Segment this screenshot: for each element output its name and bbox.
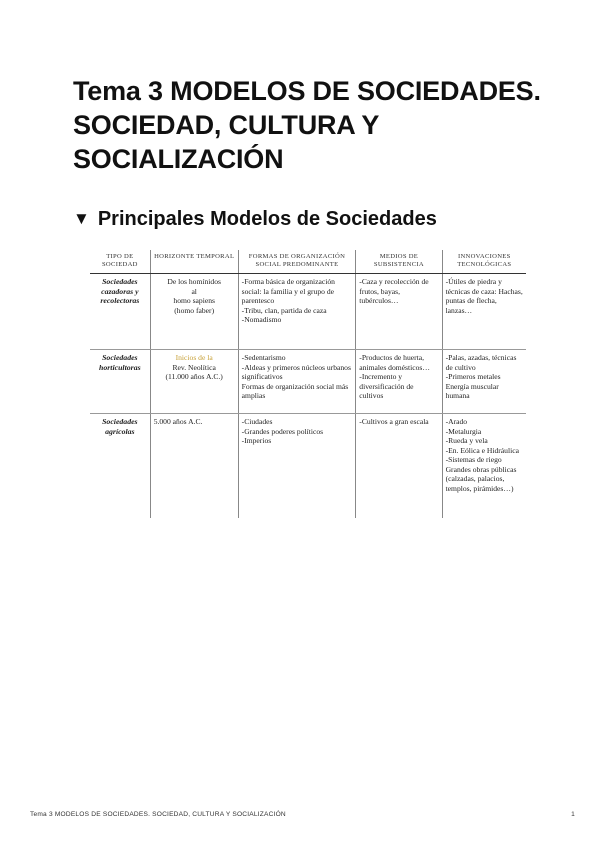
table-row <box>90 350 526 414</box>
cell-horizon: 5.000 años A.C. <box>150 414 238 519</box>
cell-horizon: De los homínidos al homo sapiens (homo faber) <box>150 274 238 350</box>
cell-organization: -Forma básica de organización social: la familia y el grupo de parentesco -Tribu, clan, partida de caza -Nomadismo <box>238 274 356 350</box>
cell-subsistence: -Cultivos a gran escala <box>356 414 442 519</box>
section-heading-text: Principales Modelos de Sociedades <box>97 208 437 230</box>
cell-innovations: -Arado -Metalurgia -Rueda y vela -En. Eólica e Hidráulica -Sistemas de riego Grandes obras públicas (calzadas, palacios, templos, pirámides…) <box>442 414 526 519</box>
header-organization: FORMAS DE ORGANIZACIÓN SOCIAL PREDOMINANTE <box>238 250 356 274</box>
header-horizon: HORIZONTE TEMPORAL <box>150 250 238 274</box>
page-number: 1 <box>571 811 575 818</box>
page-title: Tema 3 MODELOS DE SOCIEDADES. SOCIEDAD, CULTURA Y SOCIALIZACIÓN <box>73 76 541 174</box>
societies-table <box>90 250 526 518</box>
footer-title: Tema 3 MODELOS DE SOCIEDADES. SOCIEDAD, CULTURA Y SOCIALIZACIÓN <box>30 811 286 818</box>
table-row <box>90 414 526 519</box>
header-innovations: INNOVACIONES TECNOLÓGICAS <box>442 250 526 274</box>
cell-subsistence: -Productos de huerta, animales domésticos… -Incremento y diversificación de cultivos <box>356 350 442 414</box>
section-heading-toggle[interactable] <box>73 206 543 232</box>
table-row <box>90 274 526 350</box>
cell-organization: -Ciudades -Grandes poderes políticos -Imperios <box>238 414 356 519</box>
cell-horizon: Inicios de la Rev. Neolítica (11.000 años A.C.) <box>150 350 238 414</box>
cell-society: Sociedades horticultoras <box>90 350 150 414</box>
triangle-down-icon[interactable]: ▼ <box>73 209 90 228</box>
cell-subsistence: -Caza y recolección de frutos, bayas, tubérculos… <box>356 274 442 350</box>
cell-society: Sociedades cazadoras y recolectoras <box>90 274 150 350</box>
cell-society: Sociedades agrícolas <box>102 417 138 436</box>
header-society: TIPO DE SOCIEDAD <box>90 250 150 274</box>
table-header-row <box>90 250 526 274</box>
societies-table-image <box>90 250 526 518</box>
cell-organization: -Sedentarismo -Aldeas y primeros núcleos urbanos significativos Formas de organización social más amplias <box>238 350 356 414</box>
cell-innovations: -Útiles de piedra y técnicas de caza: Hachas, puntas de flecha, lanzas… <box>442 274 526 350</box>
cell-innovations: -Palas, azadas, técnicas de cultivo -Primeros metales Energía muscular humana <box>442 350 526 414</box>
page-footer <box>30 811 575 818</box>
header-subsistence: MEDIOS DE SUBSISTENCIA <box>356 250 442 274</box>
